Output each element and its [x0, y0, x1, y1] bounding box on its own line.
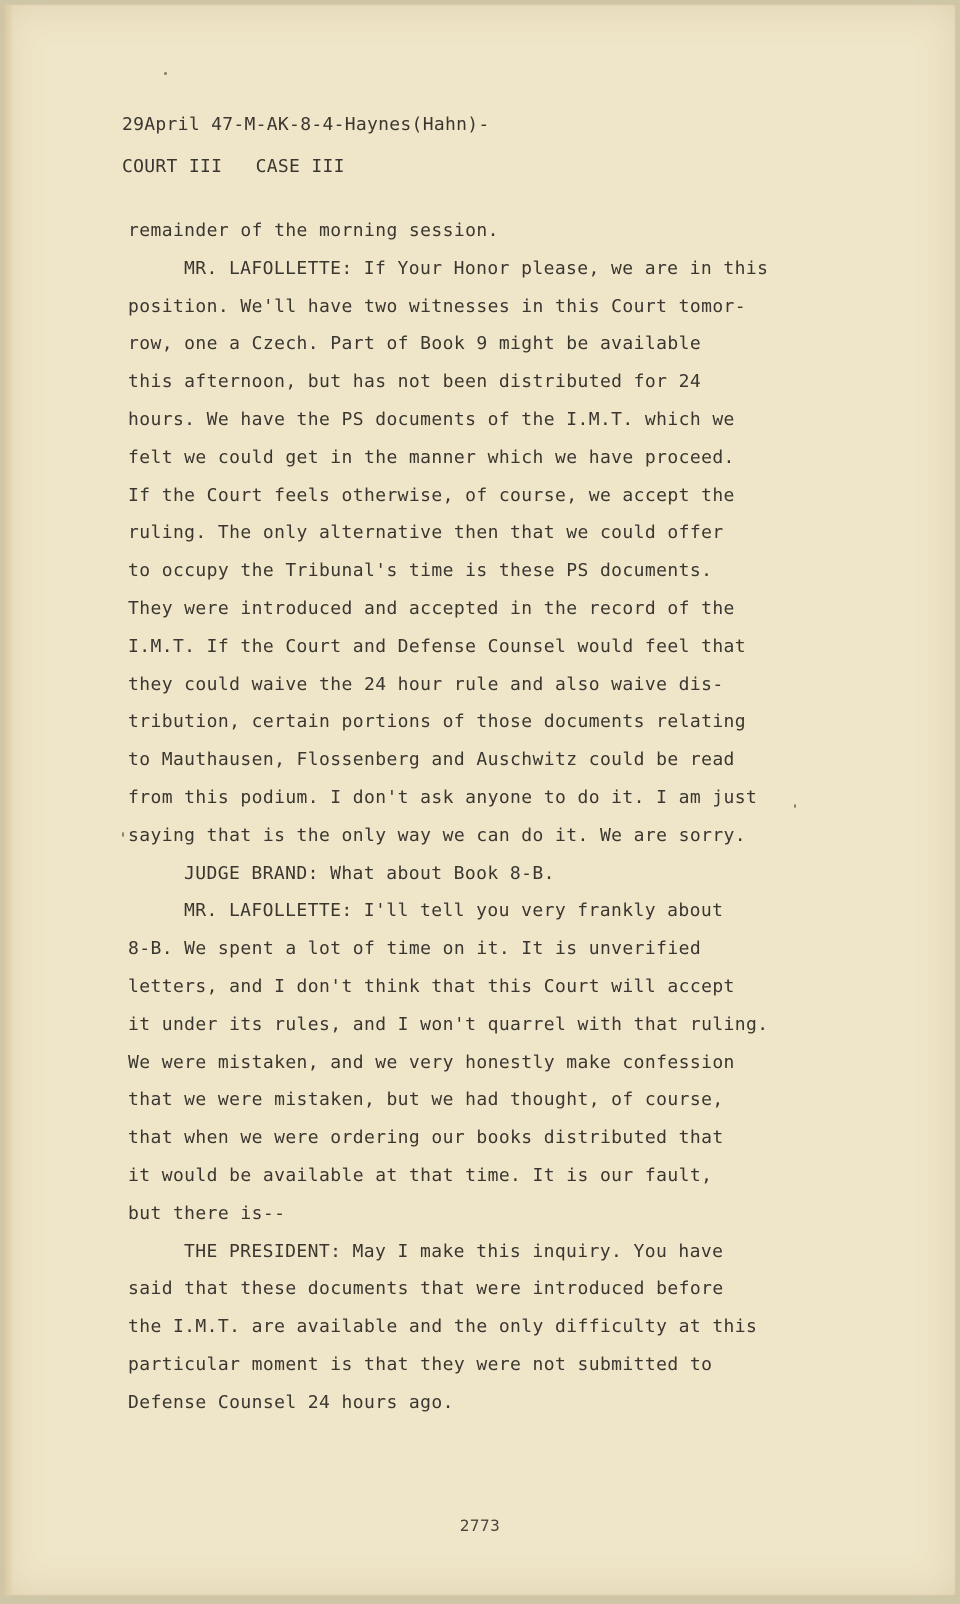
transcript-line: MR. LAFOLLETTE: If Your Honor please, we are in this	[184, 257, 769, 279]
transcript-line: that when we were ordering our books distributed that	[128, 1127, 724, 1149]
transcript-line: remainder of the morning session.	[128, 220, 499, 241]
paper-speck	[164, 72, 167, 75]
transcript-line: particular moment is that they were not submitted to	[128, 1353, 713, 1375]
transcript-line: tribution, certain portions of those documents relating	[128, 711, 747, 733]
page-edge-shadow	[4, 4, 14, 1596]
transcript-line: row, one a Czech. Part of Book 9 might be available	[128, 333, 702, 355]
transcript-line: the I.M.T. are available and the only difficulty at this	[128, 1316, 758, 1338]
transcript-line: from this podium. I don't ask anyone to do it. I am just	[128, 786, 758, 808]
header-court-case: COURT III CASE III	[122, 156, 345, 177]
transcript-line: MR. LAFOLLETTE: I'll tell you very frankly about	[184, 900, 724, 922]
transcript-line: If the Court feels otherwise, of course, we accept the	[128, 484, 735, 506]
transcript-line: ruling. The only alternative then that we could offer	[128, 522, 724, 544]
transcript-line: they could waive the 24 hour rule and also waive dis-	[128, 673, 724, 695]
transcript-line: THE PRESIDENT: May I make this inquiry. You have	[184, 1240, 724, 1262]
transcript-line: said that these documents that were introduced before	[128, 1278, 724, 1300]
transcript-body	[128, 212, 848, 1422]
header-reference: 29April 47-M-AK-8-4-Haynes(Hahn)-	[122, 114, 490, 135]
transcript-line: it under its rules, and I won't quarrel with that ruling.	[128, 1013, 769, 1035]
paper-speck	[794, 804, 796, 808]
transcript-line: 8-B. We spent a lot of time on it. It is unverified	[128, 938, 702, 960]
transcript-line: position. We'll have two witnesses in this Court tomor-	[128, 295, 747, 317]
page-header	[122, 116, 490, 200]
transcript-line: that we were mistaken, but we had thought, of course,	[128, 1089, 724, 1111]
transcript-line: to occupy the Tribunal's time is these PS documents.	[128, 560, 713, 582]
transcript-line: felt we could get in the manner which we have proceed.	[128, 446, 735, 468]
transcript-line: JUDGE BRAND: What about Book 8-B.	[184, 862, 555, 884]
document-page	[4, 4, 956, 1596]
transcript-line: I.M.T. If the Court and Defense Counsel would feel that	[128, 635, 747, 657]
transcript-line: but there is--	[128, 1202, 286, 1224]
transcript-line: hours. We have the PS documents of the I.M.T. which we	[128, 408, 735, 430]
transcript-line: it would be available at that time. It is our fault,	[128, 1164, 713, 1186]
transcript-line: They were introduced and accepted in the record of the	[128, 597, 735, 619]
transcript-line: We were mistaken, and we very honestly make confession	[128, 1051, 735, 1073]
transcript-line: to Mauthausen, Flossenberg and Auschwitz could be read	[128, 749, 735, 771]
transcript-line: letters, and I don't think that this Court will accept	[128, 975, 735, 997]
transcript-line: this afternoon, but has not been distributed for 24	[128, 371, 702, 393]
transcript-line: saying that is the only way we can do it. We are sorry.	[128, 824, 747, 846]
paper-speck	[122, 832, 124, 837]
transcript-line: Defense Counsel 24 hours ago.	[128, 1391, 454, 1413]
page-number: 2773	[459, 1516, 501, 1535]
